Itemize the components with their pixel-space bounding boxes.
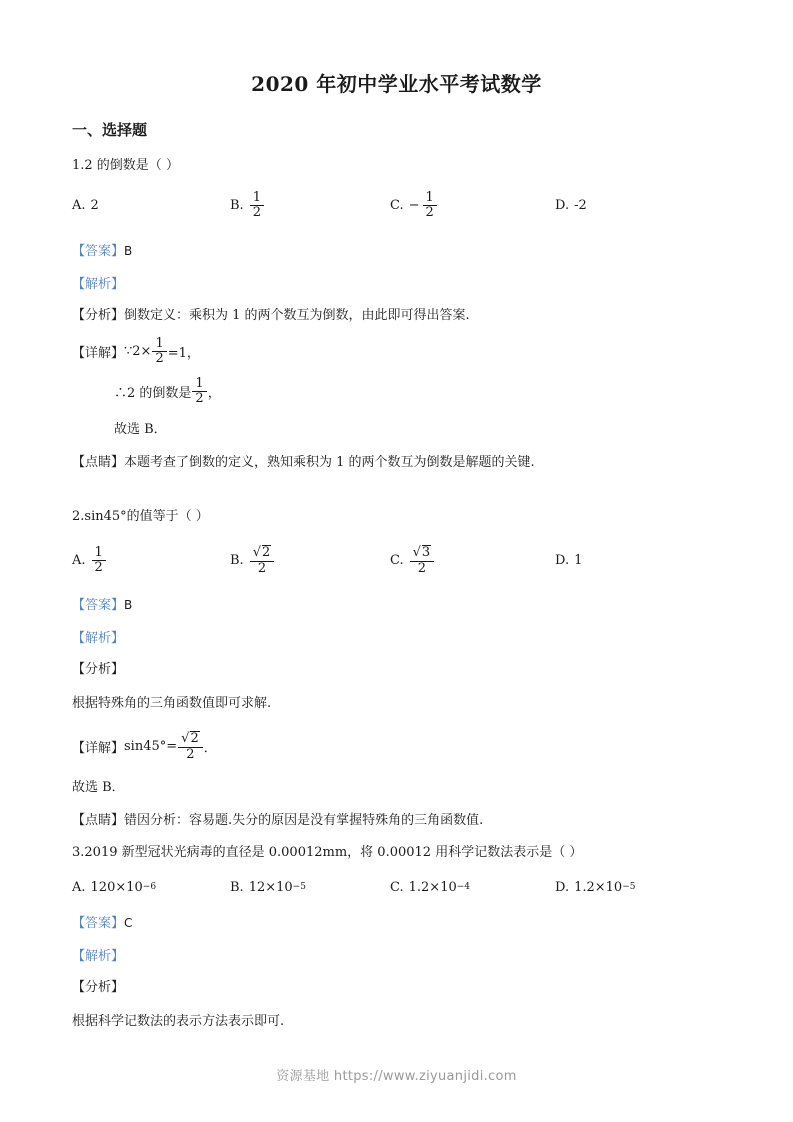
option-label-d: D.: [555, 879, 570, 895]
question-3-option-d[interactable]: [555, 880, 685, 895]
fraction-numerator: 1: [192, 377, 206, 392]
question-3-option-a[interactable]: [72, 880, 230, 895]
question-2-fenxi-tag-line: [72, 660, 721, 680]
option-label-c: C.: [390, 879, 404, 895]
question-3-fenxi-tag-line: [72, 978, 721, 998]
radicand: 2: [261, 544, 271, 560]
question-1-answer-value: B: [124, 243, 133, 258]
xiangjie-prefix: ∵2×: [124, 343, 152, 359]
question-2-conclusion: 故选 B．: [72, 779, 125, 795]
question-2-fenxi-text: 根据特殊角的三角函数值即可求解.: [72, 695, 272, 711]
section-heading: 一、选择题: [72, 121, 148, 139]
fraction-one-half: [92, 546, 106, 574]
question-1-option-b[interactable]: [230, 191, 390, 219]
option-label-b: B.: [230, 879, 244, 895]
option-d-value: -2: [574, 198, 587, 213]
fraction-sqrt2-over-2: [250, 545, 275, 576]
radicand: 2: [190, 731, 199, 747]
fraction-denominator: 2: [425, 205, 434, 220]
fraction-denominator: 2: [195, 390, 204, 406]
option-a-exponent: −6: [142, 882, 157, 893]
question-1-stem: 1.2 的倒数是（ ）: [72, 158, 179, 173]
xiangjie-prefix: sin45°=: [124, 738, 178, 754]
question-2-xiangjie: [72, 731, 721, 762]
question-3-fenxi-text: 根据科学记数法的表示方法表示即可.: [72, 1013, 285, 1029]
option-d-value: 1: [574, 552, 583, 568]
question-2-dianjing: [72, 811, 721, 831]
fenxi-tag: 【分析】: [72, 980, 125, 996]
question-3-answer-line: [72, 912, 721, 931]
question-1-option-d[interactable]: [555, 198, 685, 213]
fraction-negative-one-half: [423, 191, 437, 219]
answer-tag: 【答案】: [72, 598, 125, 614]
option-d-base: 1.2×10: [574, 879, 623, 895]
question-1-dianjing-text: 本题考查了倒数的定义，熟知乘积为 1 的两个数互为倒数是解题的关键.: [124, 455, 535, 471]
question-2-option-d[interactable]: [555, 553, 685, 568]
question-2-answer-line: [72, 594, 721, 613]
fraction-denominator: 2: [417, 560, 427, 576]
question-3-option-b[interactable]: [230, 880, 390, 895]
fenxi-tag: 【分析】: [72, 662, 125, 678]
radical-icon: √: [181, 731, 190, 747]
question-1-xiangjie-step2: [114, 377, 721, 405]
question-3-option-c[interactable]: [390, 880, 555, 895]
answer-tag: 【答案】: [72, 243, 125, 259]
question-2-analysis-tag-line: [72, 627, 721, 646]
option-c-base: 1.2×10: [408, 879, 457, 895]
option-c-exponent: −4: [456, 882, 471, 893]
fraction-numerator: 1: [423, 191, 437, 206]
question-1-dianjing: [72, 453, 721, 473]
fraction-sqrt2-over-2: [178, 731, 203, 762]
question-1-analysis-tag-line: [72, 273, 721, 292]
option-d-exponent: −5: [622, 882, 636, 893]
fraction-numerator: 1: [152, 337, 166, 352]
option-a-value: 2: [90, 198, 99, 213]
xiangjie-suffix: =1，: [167, 345, 200, 361]
page-title: 2020 年初中学业水平考试数学: [251, 72, 542, 96]
option-label-a: A.: [72, 198, 86, 213]
option-a-base: 120×10: [90, 879, 143, 895]
fraction-denominator: 2: [155, 350, 164, 366]
fraction-one-half: [192, 377, 206, 405]
option-label-a: A.: [72, 879, 86, 895]
question-1-xiangjie-step1: [72, 337, 721, 365]
option-b-base: 12×10: [248, 879, 293, 895]
fenxi-tag: 【分析】: [72, 307, 125, 323]
fraction-numerator: [178, 731, 203, 748]
fraction-one-half: [250, 191, 264, 219]
dianjing-tag: 【点睛】: [72, 813, 125, 829]
minus-sign: −: [408, 198, 420, 213]
answer-tag: 【答案】: [72, 916, 125, 932]
option-label-d: D.: [555, 198, 570, 213]
question-3-answer-value: C: [124, 916, 133, 931]
step2-prefix: ∴2 的倒数是: [114, 385, 192, 401]
option-label-a: A.: [72, 552, 86, 568]
question-2-options: [72, 540, 721, 580]
option-label-b: B.: [230, 198, 244, 213]
option-label-c: C.: [390, 552, 404, 568]
fraction-denominator: 2: [257, 560, 267, 576]
analysis-tag: 【解析】: [72, 631, 125, 647]
question-1-fenxi: [72, 306, 721, 326]
step2-suffix: ，: [207, 385, 221, 401]
fraction-numerator: [250, 545, 275, 562]
xiangjie-tag: 【详解】: [72, 345, 125, 361]
fraction-denominator: 2: [94, 559, 103, 575]
fraction-denominator: 2: [252, 205, 261, 220]
radical-icon: √: [252, 544, 261, 560]
radicand: 3: [421, 544, 431, 560]
dianjing-tag: 【点睛】: [72, 455, 125, 471]
fraction-denominator: 2: [186, 747, 195, 762]
question-2-option-a[interactable]: [72, 546, 230, 574]
question-1-conclusion: 故选 B．: [114, 421, 167, 437]
xiangjie-tag: 【详解】: [72, 740, 125, 756]
question-1-option-a[interactable]: [72, 198, 230, 213]
question-2-stem: 2.sin45°的值等于（ ）: [72, 508, 209, 524]
question-2-dianjing-text: 错因分析：容易题.失分的原因是没有掌握特殊角的三角函数值.: [124, 813, 484, 829]
fraction-numerator: 1: [92, 546, 106, 561]
question-2-option-b[interactable]: [230, 545, 390, 576]
option-label-c: C.: [390, 198, 404, 213]
watermark-footer: 资源基地 https://www.ziyuanjidi.com: [276, 1069, 517, 1084]
question-2-answer-value: B: [124, 598, 133, 613]
analysis-tag: 【解析】: [72, 276, 125, 292]
fraction-sqrt3-over-2: [410, 545, 435, 576]
question-1-fenxi-text: 倒数定义：乘积为 1 的两个数互为倒数，由此即可得出答案.: [124, 307, 470, 323]
question-1-options: [72, 186, 721, 226]
fraction-one-half: [152, 337, 166, 365]
question-3-analysis-tag-line: [72, 945, 721, 964]
option-label-b: B.: [230, 552, 244, 568]
fraction-numerator: 1: [250, 191, 264, 206]
xiangjie-suffix: ．: [203, 740, 217, 756]
question-1-option-c[interactable]: [390, 191, 555, 219]
question-1-answer-line: [72, 240, 721, 259]
question-3-options: [72, 876, 721, 898]
question-2-option-c[interactable]: [390, 545, 555, 576]
analysis-tag: 【解析】: [72, 949, 125, 965]
question-3-stem: 3.2019 新型冠状光病毒的直径是 0.00012mm，将 0.00012 用科学记数法表示是（ ）: [72, 844, 583, 860]
radical-icon: √: [412, 544, 421, 560]
fraction-numerator: [410, 545, 435, 562]
option-b-exponent: −5: [292, 882, 306, 893]
option-label-d: D.: [555, 552, 570, 568]
